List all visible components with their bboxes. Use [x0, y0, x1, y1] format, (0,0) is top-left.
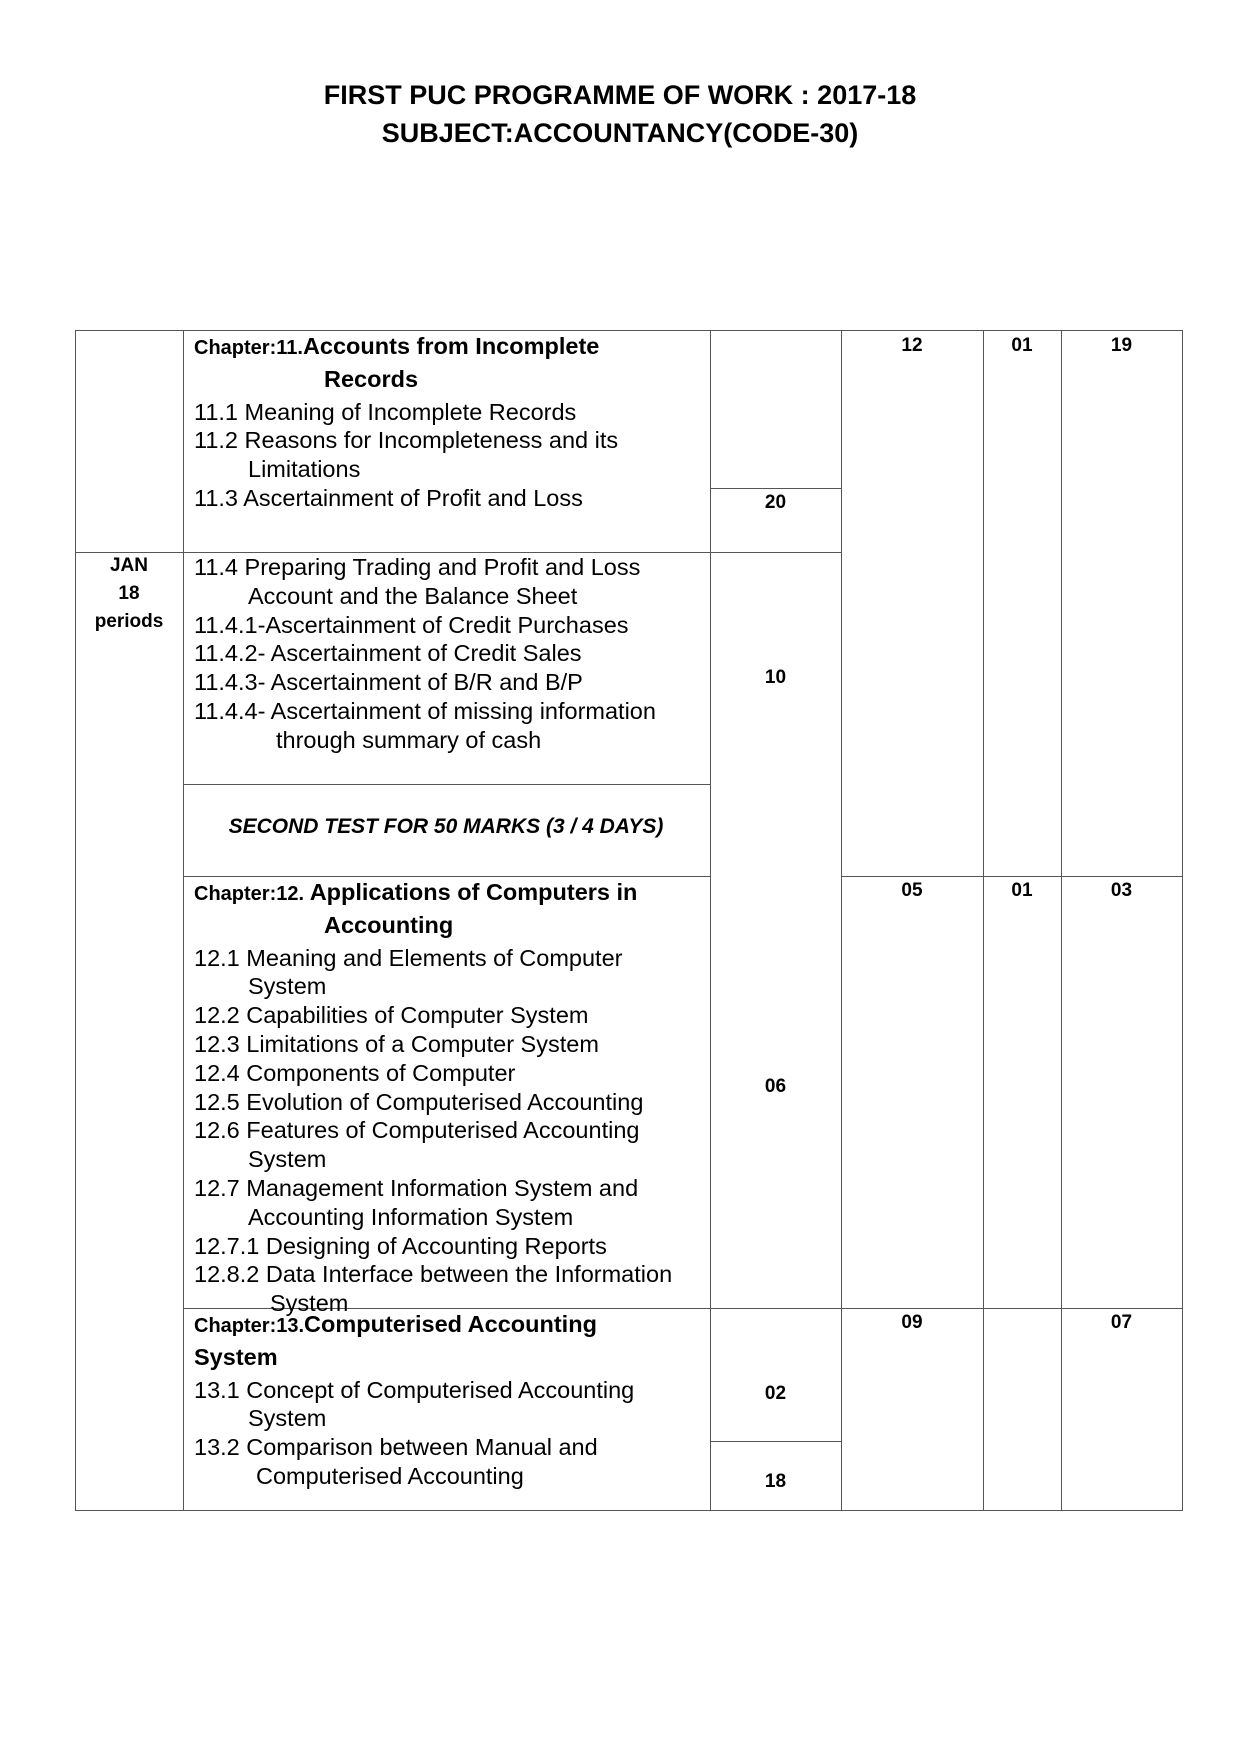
topic-line: 12.3 Limitations of a Computer System [194, 1030, 599, 1057]
topic-line: Account and the Balance Sheet [248, 582, 578, 609]
periods-value: 10 [764, 667, 787, 688]
topic-line: 12.4 Components of Computer [194, 1059, 516, 1086]
topic-line: System [270, 1290, 349, 1317]
month-count: 18 [118, 583, 140, 604]
chapter-12-prefix: Chapter:12. [194, 883, 305, 905]
periods-value: 20 [764, 492, 787, 513]
topic-line: 12.2 Capabilities of Computer System [194, 1002, 589, 1029]
value-cell: 09 [901, 1312, 923, 1333]
topic-line: 12.8.2 Data Interface between the Information [194, 1261, 673, 1288]
topic-line: System [248, 1405, 327, 1432]
topic-line: 11.4.4- Ascertainment of missing information [194, 697, 656, 724]
value-cell: 07 [1110, 1312, 1133, 1333]
topic-line: 11.3 Ascertainment of Profit and Loss [194, 484, 583, 511]
month-name: JAN [109, 555, 148, 576]
topic-line: 11.4.2- Ascertainment of Credit Sales [194, 640, 582, 667]
row-divider [183, 876, 710, 877]
periods-value: 02 [764, 1383, 787, 1404]
row-divider [841, 876, 1183, 877]
value-cell: 05 [901, 880, 923, 901]
chapter-13-prefix: Chapter:13. [194, 1315, 305, 1337]
topic-line: 13.1 Concept of Computerised Accounting [194, 1376, 635, 1403]
topic-line: 11.1 Meaning of Incomplete Records [194, 398, 577, 425]
topic-line: 11.4 Preparing Trading and Profit and Loss [194, 554, 641, 580]
topic-line: 11.4.3- Ascertainment of B/R and B/P [194, 669, 583, 696]
chapter-13-title-cont: System [194, 1343, 278, 1370]
chapter-12-heading [194, 878, 672, 911]
chapter-12-title-cont: Accounting [324, 911, 454, 938]
chapter-11-title: Accounts from Incomplete [302, 333, 600, 359]
chapter-11-title-cont: Records [324, 365, 419, 392]
table-left-border [75, 330, 76, 1511]
row-divider [710, 1441, 841, 1442]
topic-line: Accounting Information System [248, 1203, 574, 1230]
value-cell: 01 [1011, 880, 1033, 901]
topic-line: 12.5 Evolution of Computerised Accounting [194, 1088, 644, 1115]
topic-line: System [248, 973, 327, 1000]
chapter-11-prefix: Chapter:11. [194, 337, 303, 359]
table-right-border [1182, 330, 1183, 1511]
month-cell [75, 552, 183, 636]
second-test-label: SECOND TEST FOR 50 MARKS (3 / 4 DAYS) [228, 815, 664, 838]
topic-line: 12.7.1 Designing of Accounting Reports [194, 1232, 607, 1259]
topic-line: through summary of cash [276, 726, 542, 753]
chapter-13-title: Computerised Accounting [304, 1311, 597, 1337]
month-unit: periods [94, 611, 164, 632]
chapter-12-content [194, 878, 672, 1318]
value-cell: 12 [901, 335, 923, 356]
topic-line: 11.4.1-Ascertainment of Credit Purchases [194, 611, 629, 638]
topic-line: 12.1 Meaning and Elements of Computer [194, 944, 623, 971]
document-title: FIRST PUC PROGRAMME OF WORK : 2017-18 [323, 80, 917, 110]
value-cell: 03 [1110, 880, 1133, 901]
topic-line: Computerised Accounting [256, 1462, 524, 1489]
document-subject: SUBJECT:ACCOUNTANCY(CODE-30) [381, 118, 859, 148]
table-bottom-border [75, 1510, 1183, 1511]
topic-line: 12.6 Features of Computerised Accounting [194, 1117, 640, 1144]
row-divider [710, 488, 841, 489]
chapter-12-title: Applications of Computers in [304, 879, 638, 905]
chapter-11-content [194, 332, 618, 513]
column-divider [983, 330, 984, 1511]
chapter-13-heading [194, 1310, 634, 1343]
value-cell: 01 [1011, 335, 1033, 356]
periods-value: 18 [764, 1471, 787, 1492]
value-cell: 19 [1110, 335, 1133, 356]
topic-line: 12.7 Management Information System and [194, 1174, 639, 1201]
table-top-border [75, 330, 1183, 331]
row-divider [183, 784, 710, 785]
chapter-11-heading [194, 332, 618, 365]
chapter-11-continued [194, 553, 656, 755]
topic-line: 13.2 Comparison between Manual and [194, 1434, 598, 1461]
topic-line: 11.2 Reasons for Incompleteness and its [194, 427, 619, 454]
topic-line: System [248, 1146, 327, 1173]
chapter-13-content [194, 1310, 634, 1491]
topic-line: Limitations [248, 456, 361, 483]
periods-value: 06 [764, 1076, 787, 1097]
column-divider [183, 330, 184, 1511]
